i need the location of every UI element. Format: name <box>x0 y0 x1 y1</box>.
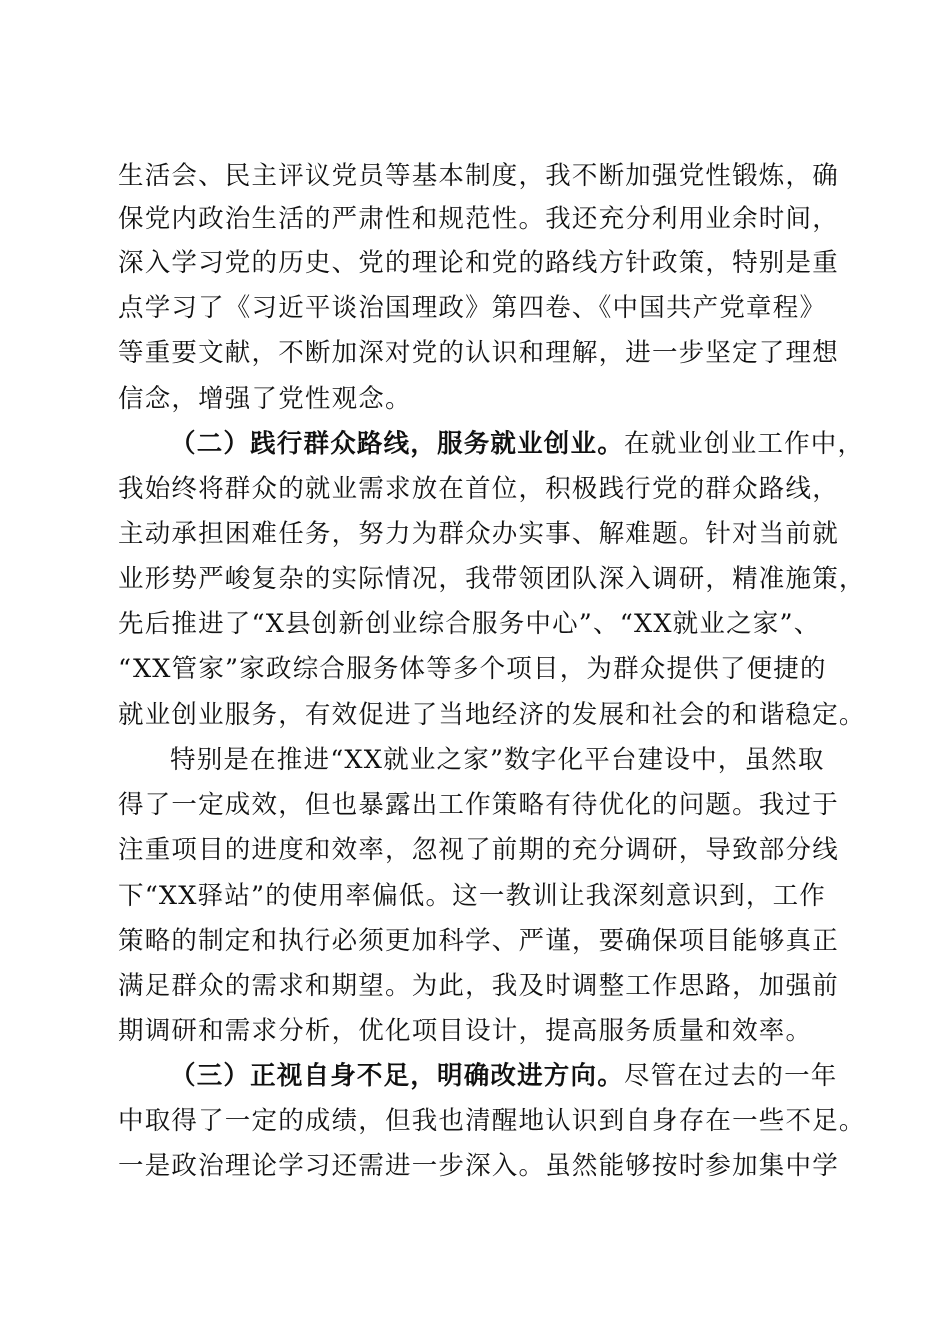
text-line: “XX管家”家政综合服务体等多个项目，为群众提供了便捷的 <box>118 654 827 684</box>
section-heading-2-title: （二）践行群众路线，服务就业创业。 <box>170 429 624 459</box>
text-line: 满足群众的需求和期望。为此，我及时调整工作思路，加强前 <box>118 971 839 1001</box>
section-heading-3-text: 尽管在过去的一年 <box>623 1061 838 1091</box>
text-line: 得了一定成效，但也暴露出工作策略有待优化的问题。我过于 <box>118 790 839 820</box>
text-line: 一是政治理论学习还需进一步深入。虽然能够按时参加集中学 <box>118 1151 839 1181</box>
text-line: 保党内政治生活的严肃性和规范性。我还充分利用业余时间， <box>118 204 839 234</box>
text-line: 先后推进了“X县创新创业综合服务中心”、“XX就业之家”、 <box>118 609 821 639</box>
text-line: 期调研和需求分析，优化项目设计，提高服务质量和效率。 <box>118 1016 813 1046</box>
text-line: 就业创业服务，有效促进了当地经济的发展和社会的和谐稳定。 <box>118 700 866 730</box>
text-line: 信念，增强了党性观念。 <box>118 384 412 414</box>
section-heading-2-text: 在就业创业工作中， <box>623 429 865 459</box>
section-heading-3-title: （三）正视自身不足，明确改进方向。 <box>170 1061 624 1091</box>
section-heading-2 <box>170 422 864 466</box>
section-heading-3 <box>170 1054 838 1098</box>
text-line: 主动承担困难任务，努力为群众办实事、解难题。针对当前就 <box>118 519 839 549</box>
text-line: 策略的制定和执行必须更加科学、严谨，要确保项目能够真正 <box>118 926 839 956</box>
text-line: 等重要文献，不断加深对党的认识和理解，进一步坚定了理想 <box>118 338 839 368</box>
text-line: 生活会、民主评议党员等基本制度，我不断加强党性锻炼，确 <box>118 161 839 191</box>
text-line: 下“XX驿站”的使用率偏低。这一教训让我深刻意识到，工作 <box>118 881 826 911</box>
text-line: 我始终将群众的就业需求放在首位，积极践行党的群众路线， <box>118 474 839 504</box>
text-line: 中取得了一定的成绩，但我也清醒地认识到自身存在一些不足。 <box>118 1106 866 1136</box>
text-line: 深入学习党的历史、党的理论和党的路线方针政策，特别是重 <box>118 248 839 278</box>
text-line: 点学习了《习近平谈治国理政》第四卷、《中国共产党章程》 <box>118 293 827 323</box>
text-line: 注重项目的进度和效率，忽视了前期的充分调研，导致部分线 <box>118 835 839 865</box>
text-line: 业形势严峻复杂的实际情况，我带领团队深入调研，精准施策， <box>118 564 866 594</box>
text-line: 特别是在推进“XX就业之家”数字化平台建设中，虽然取 <box>170 745 825 775</box>
